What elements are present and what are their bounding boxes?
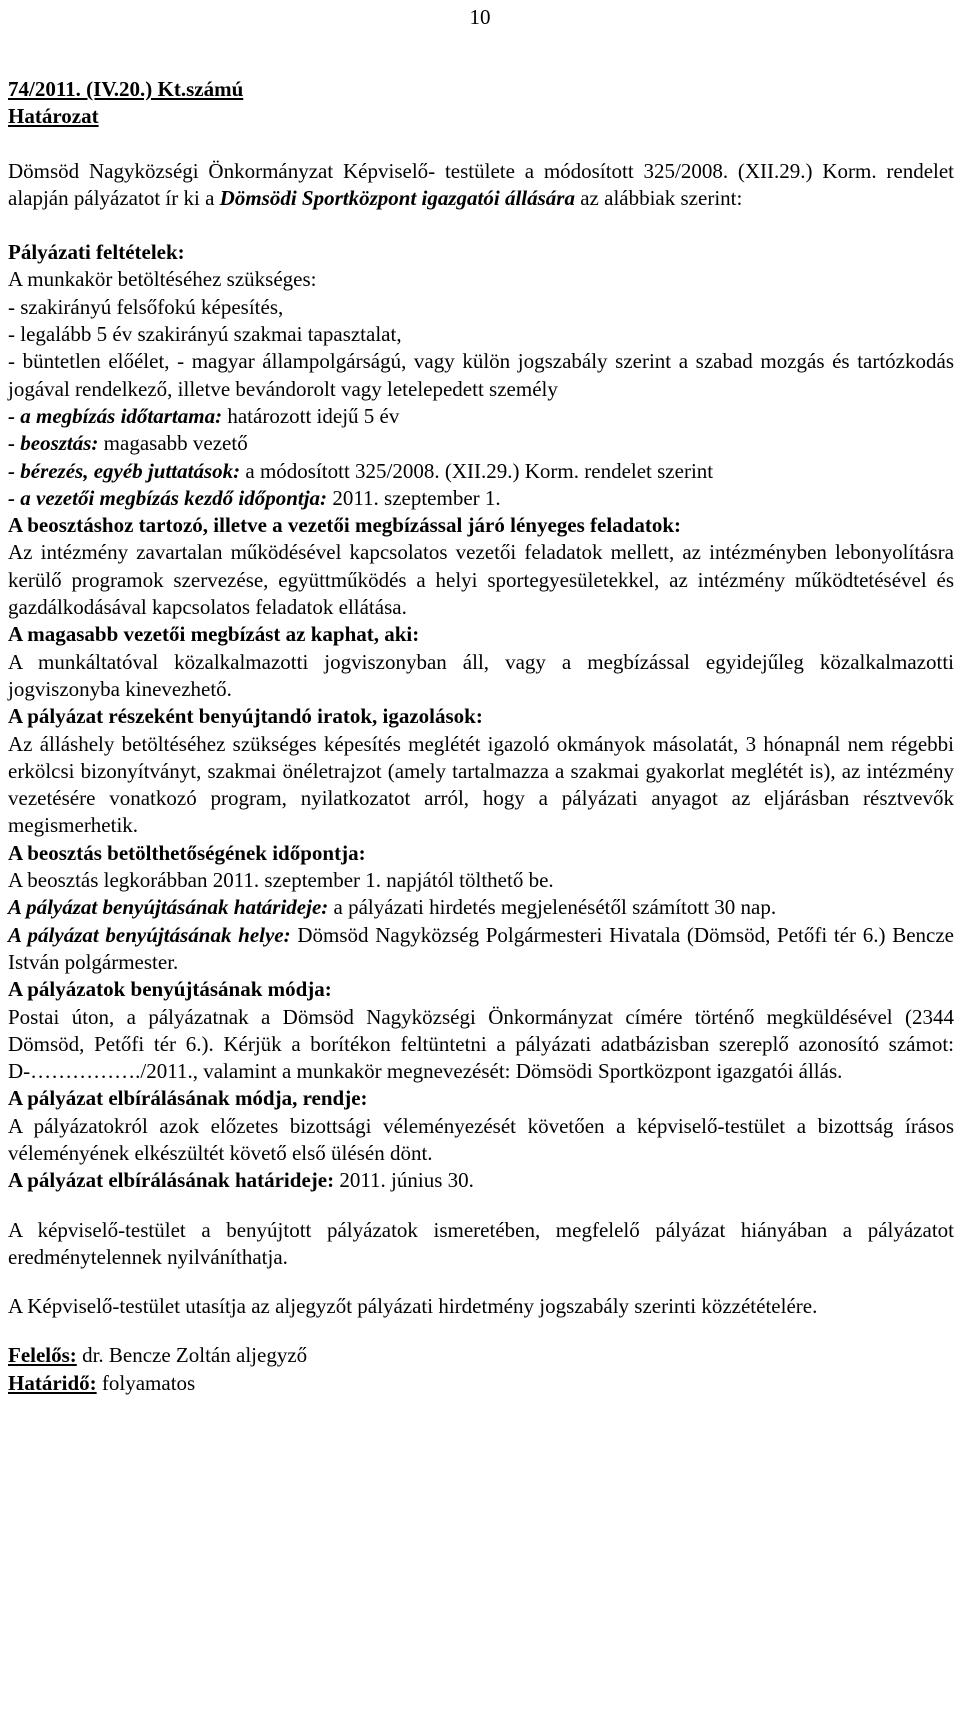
evaluation-heading: A pályázat elbírálásának módja, rendje:: [8, 1086, 368, 1111]
condition-duration: - a megbízás időtartama: határozott idejű 5 év: [8, 403, 400, 428]
fill-date-text: A beosztás legkorábban 2011. szeptember 1. napjától tölthető be.: [8, 868, 554, 893]
condition-salary: - bérezés, egyéb juttatások: a módosított 325/2008. (XII.29.) Korm. rendelet szerint: [8, 458, 714, 483]
condition-start: - a vezetői megbízás kezdő időpontja: 2011. szeptember 1.: [8, 485, 501, 510]
resolution-number: 74/2011. (IV.20.) Kt.számú: [8, 77, 244, 101]
due-date: Határidő: folyamatos: [8, 1370, 196, 1395]
closing-paragraph-1: A képviselő-testület a benyújtott pályázatok ismeretében, megfelelő pályázat hiányában a pályázatot eredménytelennek nyilváníthatja.: [8, 1217, 954, 1269]
condition-position: - beosztás: magasabb vezető: [8, 431, 248, 456]
eligibility-text: A munkáltatóval közalkalmazotti jogviszonyban áll, vagy a megbízással egyidejűleg közalkalmazotti jogviszonyba kinevezhető.: [8, 649, 954, 701]
documents-text: Az álláshely betöltéséhez szükséges képesítés meglétét igazoló okmányok másolatát, 3 hónapnál nem régebbi erkölcsi bizonyítványt, szakmai önéletrajzot (amely tartalmazza a szakmai gyakorlat meglétét is), az intézmény vezetésére vonatkozó program, nyilatkozatot arról, hogy a pályázati anyagot az eljárásban résztvevők megismerhetik.: [8, 731, 954, 838]
page-number: 10: [469, 5, 491, 29]
condition-item: - szakirányú felsőfokú képesítés,: [8, 294, 284, 319]
condition-item: - büntetlen előélet, - magyar állampolgárságú, vagy külön jogszabály szerint a szabad mozgás és tartózkodás jogával rendelkező, illetve bevándorolt vagy letelepedett személy: [8, 349, 954, 401]
documents-heading: A pályázat részeként benyújtandó iratok, igazolások:: [8, 704, 483, 729]
submission-place: A pályázat benyújtásának helye: Dömsöd Nagyközség Polgármesteri Hivatala (Dömsöd, Petőfi tér 6.) Bencze István polgármester.: [8, 922, 954, 974]
duties-heading: A beosztáshoz tartozó, illetve a vezetői megbízással járó lényeges feladatok:: [8, 513, 682, 538]
duties-text: Az intézmény zavartalan működésével kapcsolatos vezetői feladatok mellett, az intézményben lebonyolításra kerülő programok szervezése, együttműködés a helyi sportegyesületekkel, az intézmény működtetésével és gazdálkodásával kapcsolatos feladatok ellátása.: [8, 540, 954, 620]
resolution-title: Határozat: [8, 104, 99, 129]
condition-item: - legalább 5 év szakirányú szakmai tapasztalat,: [8, 322, 402, 347]
method-text: Postai úton, a pályázatnak a Dömsöd Nagyközségi Önkormányzat címére történő megküldésével (2344 Dömsöd, Petőfi tér 6.). Kérjük a borítékon feltüntetni a pályázati adatbázisban szereplő azonosító számot: D-……………./2011., valamint a munkakör megnevezését: Dömsödi Sportközpont igazgatói állás.: [8, 1004, 954, 1084]
intro-paragraph: Dömsöd Nagyközségi Önkormányzat Képviselő- testülete a módosított 325/2008. (XII.29.) Korm. rendelet alapján pályázatot ír ki a Dömsödi Sportközpont igazgatói állására az alábbiak szerint:: [8, 158, 954, 210]
conditions-heading: Pályázati feltételek:: [8, 240, 185, 265]
eligibility-heading: A magasabb vezetői megbízást az kaphat, aki:: [8, 622, 420, 647]
evaluation-deadline: A pályázat elbírálásának határideje: 2011. június 30.: [8, 1168, 474, 1193]
closing-paragraph-2: A Képviselő-testület utasítja az aljegyzőt pályázati hirdetmény jogszabály szerinti közzétételére.: [8, 1294, 818, 1319]
evaluation-text: A pályázatokról azok előzetes bizottsági véleményezését követően a képviselő-testület a bizottság írásos véleményének elkészültét követő első ülésén dönt.: [8, 1113, 954, 1165]
conditions-subheading: A munkakör betöltéséhez szükséges:: [8, 267, 317, 292]
document-body: [8, 76, 954, 1397]
method-heading: A pályázatok benyújtásának módja:: [8, 977, 332, 1002]
fill-date-heading: A beosztás betölthetőségének időpontja:: [8, 840, 366, 865]
submission-deadline: A pályázat benyújtásának határideje: a pályázati hirdetés megjelenésétől számított 30 nap.: [8, 895, 777, 920]
responsible-person: Felelős: dr. Bencze Zoltán aljegyző: [8, 1343, 308, 1368]
